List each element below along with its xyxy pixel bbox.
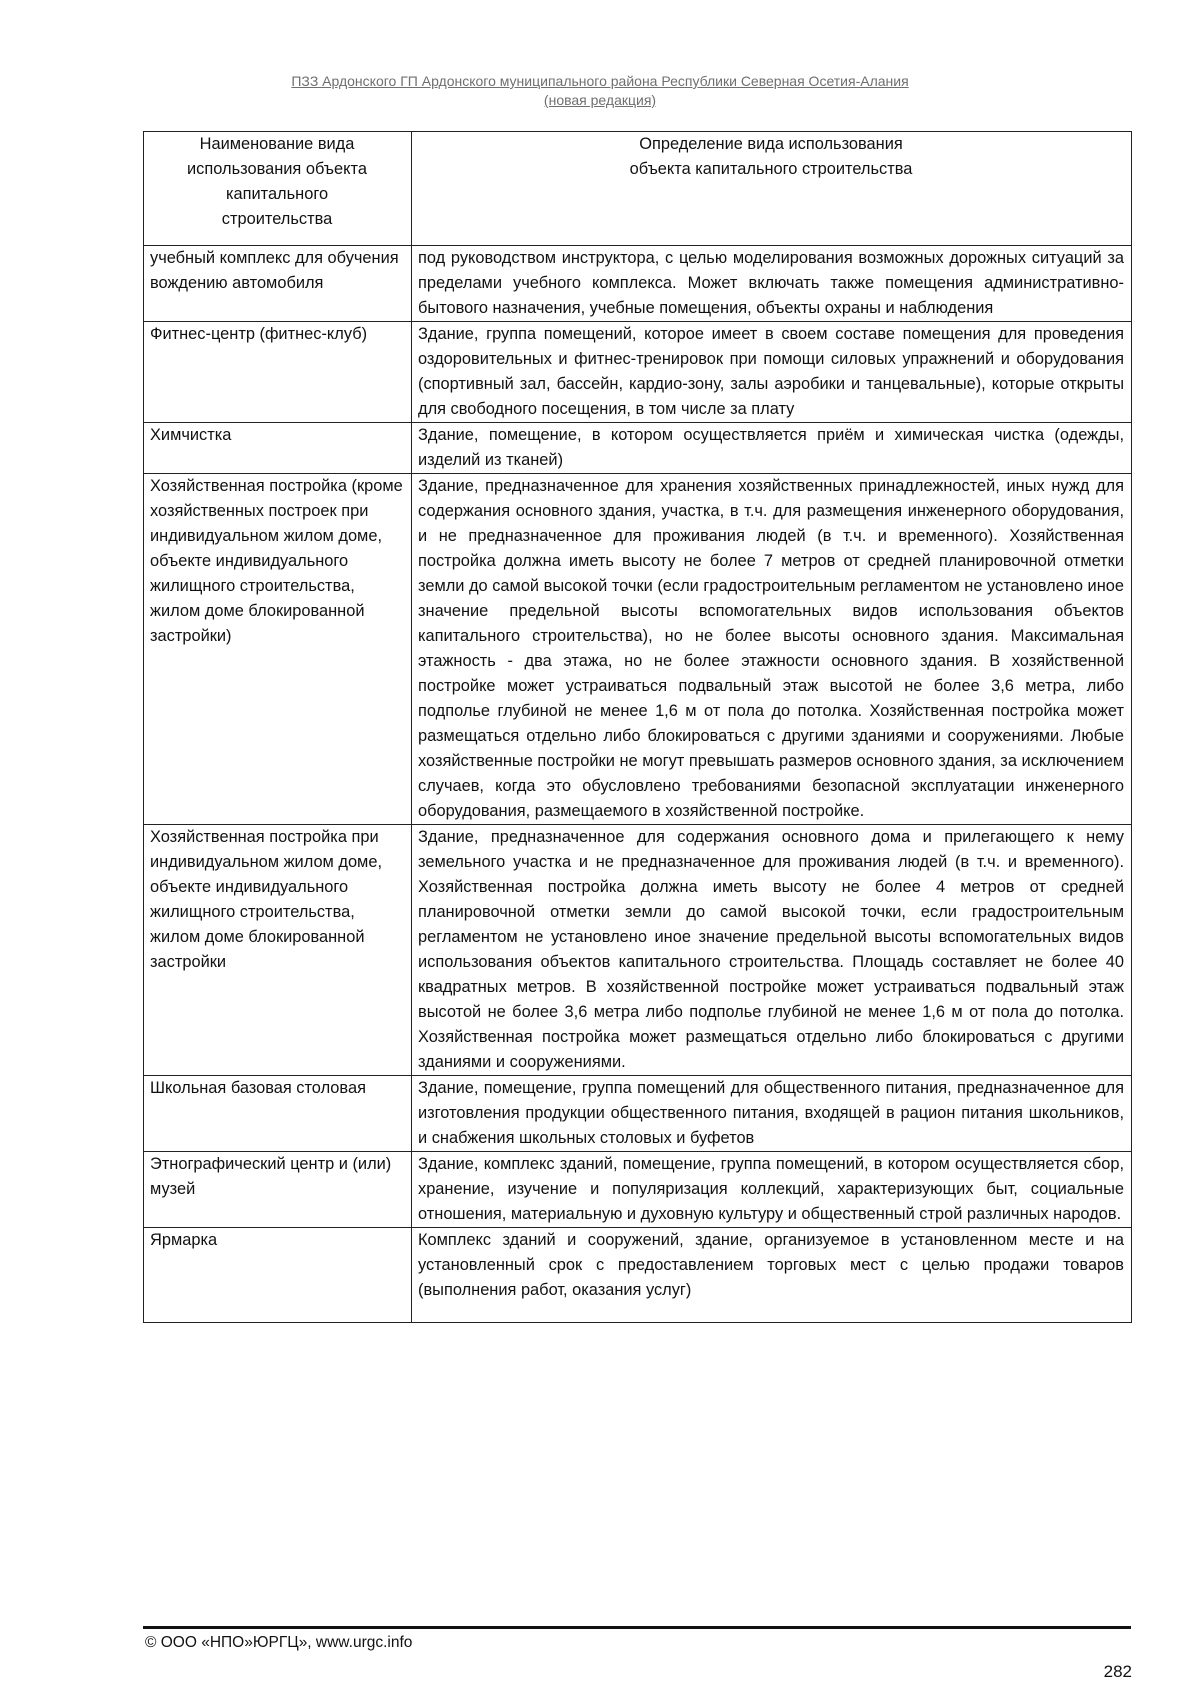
use-type-definition: Здание, группа помещений, которое имеет в своем составе помещения для проведения оздоровительных и фитнес-тренировок при помощи силовых упражнений и оборудования (спортивный зал, бассейн, кардио-зону, залы аэробики и танцевальные), которые открыты для свободного посещения, в том числе за плату [412, 322, 1132, 423]
table-row [144, 1228, 1132, 1323]
table-row [144, 246, 1132, 322]
use-type-name: Хозяйственная постройка при индивидуальном жилом доме, объекте индивидуального жилищного строительства, жилом доме блокированной застройки [144, 825, 412, 1076]
header-subtitle: (новая редакция) [543, 92, 657, 108]
table-row [144, 474, 1132, 825]
use-type-name: Хозяйственная постройка (кроме хозяйственных построек при индивидуальном жилом доме, объекте индивидуального жилищного строительства, жилом доме блокированной застройки) [144, 474, 412, 825]
footer-copyright: © ООО «НПО»ЮРГЦ», www.urgc.info [145, 1634, 413, 1651]
table-row [144, 1152, 1132, 1228]
use-type-name: Этнографический центр и (или) музей [144, 1152, 412, 1228]
use-type-name: Ярмарка [144, 1228, 412, 1323]
footer-divider [143, 1626, 1131, 1629]
use-type-definition: под руководством инструктора, с целью моделирования возможных дорожных ситуаций за пределами учебного комплекса. Может включать также помещения административно-бытового назначения, учебные помещения, объекты охраны и наблюдения [412, 246, 1132, 322]
use-type-name: Химчистка [144, 423, 412, 474]
table-row [144, 423, 1132, 474]
use-type-name: Фитнес-центр (фитнес-клуб) [144, 322, 412, 423]
table-header-row [144, 132, 1132, 246]
column-header-definition: Определение вида использования объекта капитального строительства [412, 132, 1132, 246]
use-type-definition: Здание, предназначенное для хранения хозяйственных принадлежностей, иных нужд для содержания основного здания, участка, в т.ч. для размещения инженерного оборудования, и не предназначенное для проживания людей (в т.ч. и временного). Хозяйственная постройка должна иметь высоту не более 7 метров от средней планировочной отметки земли до самой высокой точки (если градостроительным регламентом не установлено иное значение предельной высоты вспомогательных видов использования объектов капитального строительства), но не более высоты основного здания. Максимальная этажность - два этажа, но не более этажности основного здания. В хозяйственной постройке может устраиваться подвальный этаж высотой не более 3,6 метра, либо подполье глубиной не менее 1,6 м от пола до потолка. Хозяйственная постройка может размещаться отдельно либо блокироваться с другими зданиями и сооружениями. Любые хозяйственные постройки не могут превышать размеров основного здания, за исключением случаев, когда это обусловлено требованиями безопасной эксплуатации инженерного оборудования, размещаемого в хозяйственной постройке. [412, 474, 1132, 825]
use-type-definition: Здание, помещение, в котором осуществляется приём и химическая чистка (одежды, изделий из тканей) [412, 423, 1132, 474]
document-header [0, 72, 1200, 110]
use-type-definition: Здание, предназначенное для содержания основного дома и прилегающего к нему земельного участка и не предназначенное для проживания людей (в т.ч. и временного). Хозяйственная постройка должна иметь высоту не более 4 метров от средней планировочной отметки земли до самой высокой точки, если градостроительным регламентом не установлено иное значение предельной высоты вспомогательных видов использования объектов капитального строительства. Площадь составляет не более 40 квадратных метров. В хозяйственной постройке может устраиваться подвальный этаж высотой не более 3,6 метра либо подполье глубиной не менее 1,6 м от пола до потолка. Хозяйственная постройка может размещаться отдельно либо блокироваться с другими зданиями и сооружениями. [412, 825, 1132, 1076]
page-number: 282 [1103, 1662, 1132, 1681]
table-row [144, 1076, 1132, 1152]
table-row [144, 825, 1132, 1076]
header-title: ПЗЗ Ардонского ГП Ардонского муниципального района Республики Северная Осетия-Алания [291, 73, 909, 89]
use-type-definition: Здание, комплекс зданий, помещение, группа помещений, в котором осуществляется сбор, хранение, изучение и популяризация коллекций, характеризующих быт, социальные отношения, материальную и духовную культуру и общественный строй различных народов. [412, 1152, 1132, 1228]
use-type-definition: Здание, помещение, группа помещений для общественного питания, предназначенное для изготовления продукции общественного питания, входящей в рацион питания школьников, и снабжения школьных столовых и буфетов [412, 1076, 1132, 1152]
use-type-name: учебный комплекс для обучения вождению автомобиля [144, 246, 412, 322]
column-header-name: Наименование вида использования объекта капитального строительства [144, 132, 412, 246]
use-type-name: Школьная базовая столовая [144, 1076, 412, 1152]
use-type-definition: Комплекс зданий и сооружений, здание, организуемое в установленном месте и на установленный срок с предоставлением торговых мест с целью продажи товаров (выполнения работ, оказания услуг) [412, 1228, 1132, 1323]
land-use-table [143, 131, 1132, 1323]
table-row [144, 322, 1132, 423]
